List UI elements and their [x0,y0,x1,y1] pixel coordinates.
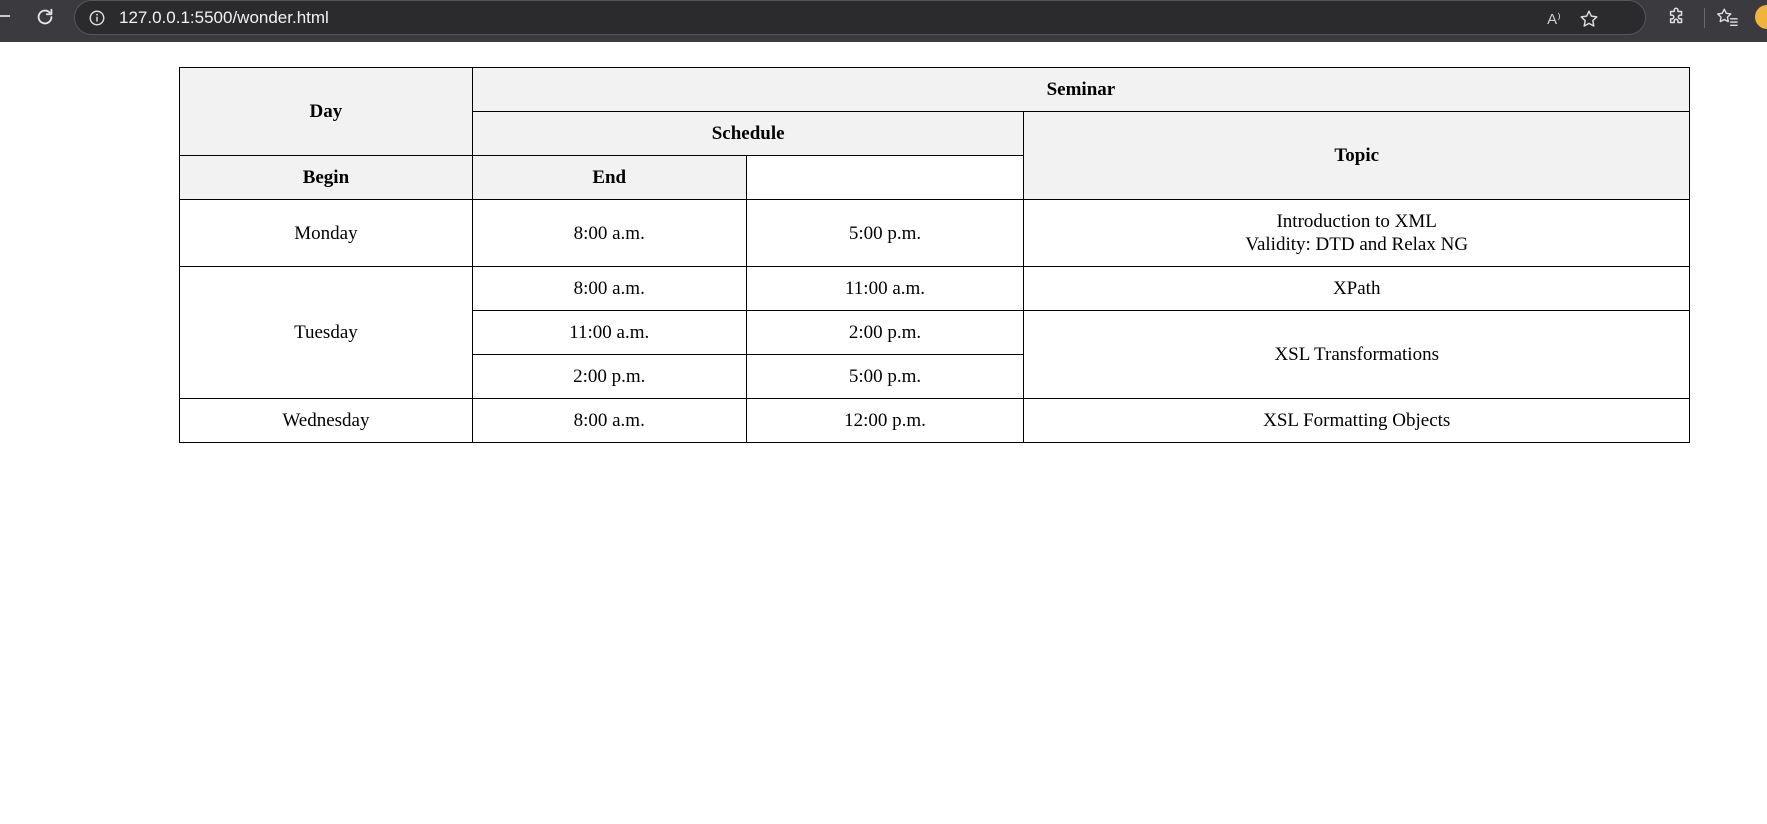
seminar-schedule-table [179,67,1690,443]
puzzle-icon [1666,6,1688,28]
cell-topic: XSL Formatting Objects [1024,399,1690,443]
extensions-button[interactable] [1664,4,1690,30]
header-begin: Begin [180,156,473,200]
cell-topic: XPath [1024,267,1690,311]
url-text[interactable]: 127.0.0.1:5500/wonder.html [119,8,329,27]
table-row-tuesday-1 [180,267,1690,311]
cell-begin: 2:00 p.m. [472,355,746,399]
header-row-1 [180,68,1690,112]
cell-topic: XSL Transformations [1024,311,1690,399]
read-aloud-button[interactable] [1543,8,1565,30]
favorites-button[interactable] [1713,4,1741,30]
header-schedule: Schedule [472,112,1024,156]
cell-begin: 11:00 a.m. [472,311,746,355]
cell-begin: 8:00 a.m. [472,267,746,311]
table-row-monday [180,200,1690,267]
header-end: End [472,156,746,200]
cell-end: 11:00 a.m. [746,267,1024,311]
header-day: Day [180,68,473,156]
cell-begin: 8:00 a.m. [472,200,746,267]
refresh-button[interactable] [32,4,58,30]
back-button-edge[interactable] [0,15,10,17]
cell-end: 12:00 p.m. [746,399,1024,443]
table-row-wednesday [180,399,1690,443]
site-info-button[interactable] [87,8,107,28]
cell-topic [1024,200,1690,267]
cell-day: Monday [180,200,473,267]
cell-end: 5:00 p.m. [746,200,1024,267]
header-topic: Topic [1024,112,1690,200]
star-icon [1578,8,1600,30]
cell-day: Wednesday [180,399,473,443]
cell-end: 2:00 p.m. [746,311,1024,355]
header-seminar: Seminar [472,68,1689,112]
toolbar-divider [1704,8,1705,28]
address-bar[interactable] [74,0,1646,35]
topic-line: Validity: DTD and Relax NG [1245,234,1469,255]
topic-line: Introduction to XML [1276,211,1437,232]
add-favorite-button[interactable] [1577,7,1601,31]
browser-toolbar [0,0,1767,42]
cell-day: Tuesday [180,267,473,399]
read-aloud-icon: A⁾ [1547,11,1561,28]
favorites-list-icon [1715,6,1739,28]
header-empty-cell [746,156,1024,200]
refresh-icon [34,6,56,28]
profile-avatar[interactable] [1755,5,1767,29]
cell-begin: 8:00 a.m. [472,399,746,443]
info-icon [88,9,106,27]
cell-end: 5:00 p.m. [746,355,1024,399]
